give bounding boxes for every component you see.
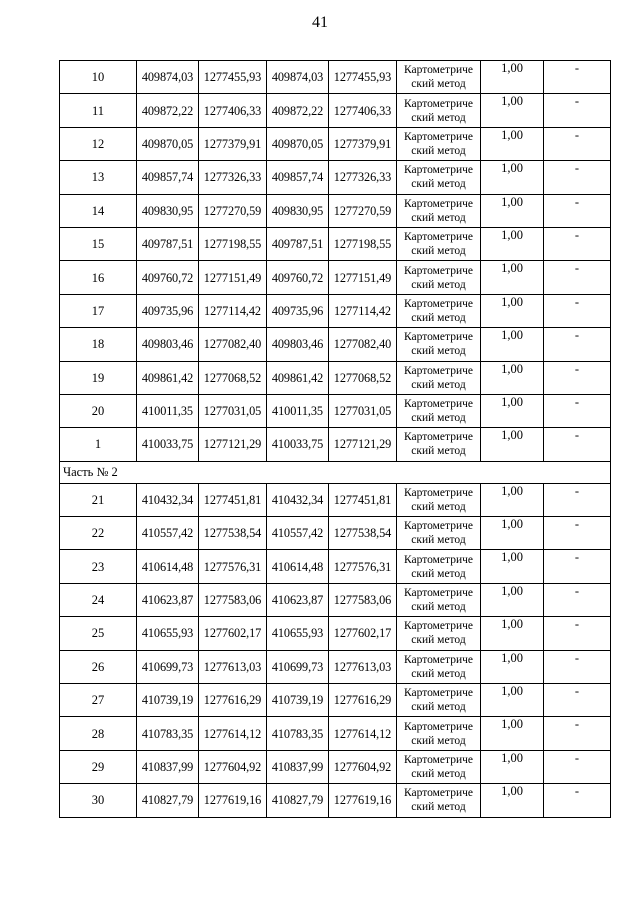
determination-method: Картометриче ский метод: [397, 394, 481, 427]
point-number: 18: [60, 328, 137, 361]
determination-method: Картометриче ский метод: [397, 127, 481, 160]
determination-method: Картометриче ский метод: [397, 550, 481, 583]
refined-x: 409872,22: [267, 94, 329, 127]
existing-x: 410783,35: [137, 717, 199, 750]
description-dash: -: [544, 684, 611, 717]
existing-x: 409735,96: [137, 294, 199, 327]
existing-y: 1277326,33: [199, 161, 267, 194]
existing-x: 410011,35: [137, 394, 199, 427]
determination-method: Картометриче ский метод: [397, 583, 481, 616]
accuracy-value: 1,00: [481, 684, 544, 717]
point-number: 13: [60, 161, 137, 194]
existing-y: 1277455,93: [199, 61, 267, 94]
existing-x: 410432,34: [137, 483, 199, 516]
description-dash: -: [544, 717, 611, 750]
determination-method: Картометриче ский метод: [397, 784, 481, 817]
existing-x: 409787,51: [137, 227, 199, 260]
refined-y: 1277151,49: [329, 261, 397, 294]
refined-x: 410699,73: [267, 650, 329, 683]
description-dash: -: [544, 94, 611, 127]
accuracy-value: 1,00: [481, 328, 544, 361]
existing-x: 409870,05: [137, 127, 199, 160]
description-dash: -: [544, 161, 611, 194]
refined-x: 410614,48: [267, 550, 329, 583]
point-number: 25: [60, 617, 137, 650]
refined-y: 1277082,40: [329, 328, 397, 361]
point-number: 11: [60, 94, 137, 127]
description-dash: -: [544, 261, 611, 294]
existing-y: 1277619,16: [199, 784, 267, 817]
table-row: [60, 483, 611, 516]
refined-x: 410033,75: [267, 428, 329, 461]
description-dash: -: [544, 194, 611, 227]
refined-x: 410011,35: [267, 394, 329, 427]
existing-x: 410033,75: [137, 428, 199, 461]
determination-method: Картометриче ский метод: [397, 161, 481, 194]
table-row: [60, 294, 611, 327]
accuracy-value: 1,00: [481, 161, 544, 194]
refined-y: 1277451,81: [329, 483, 397, 516]
existing-y: 1277451,81: [199, 483, 267, 516]
page-number: 41: [312, 14, 328, 31]
existing-y: 1277538,54: [199, 517, 267, 550]
determination-method: Картометриче ский метод: [397, 517, 481, 550]
accuracy-value: 1,00: [481, 750, 544, 783]
accuracy-value: 1,00: [481, 483, 544, 516]
existing-y: 1277270,59: [199, 194, 267, 227]
description-dash: -: [544, 394, 611, 427]
refined-y: 1277602,17: [329, 617, 397, 650]
accuracy-value: 1,00: [481, 550, 544, 583]
determination-method: Картометриче ский метод: [397, 684, 481, 717]
refined-y: 1277326,33: [329, 161, 397, 194]
point-number: 17: [60, 294, 137, 327]
existing-x: 409861,42: [137, 361, 199, 394]
refined-x: 409830,95: [267, 194, 329, 227]
accuracy-value: 1,00: [481, 394, 544, 427]
point-number: 19: [60, 361, 137, 394]
existing-y: 1277614,12: [199, 717, 267, 750]
refined-x: 410827,79: [267, 784, 329, 817]
refined-y: 1277583,06: [329, 583, 397, 616]
accuracy-value: 1,00: [481, 127, 544, 160]
accuracy-value: 1,00: [481, 94, 544, 127]
description-dash: -: [544, 550, 611, 583]
description-dash: -: [544, 328, 611, 361]
existing-x: 410655,93: [137, 617, 199, 650]
existing-x: 409803,46: [137, 328, 199, 361]
existing-y: 1277583,06: [199, 583, 267, 616]
table-row: [60, 361, 611, 394]
description-dash: -: [544, 361, 611, 394]
table-row: [60, 784, 611, 817]
existing-y: 1277198,55: [199, 227, 267, 260]
determination-method: Картометриче ский метод: [397, 328, 481, 361]
accuracy-value: 1,00: [481, 361, 544, 394]
point-number: 14: [60, 194, 137, 227]
existing-y: 1277082,40: [199, 328, 267, 361]
existing-x: 410623,87: [137, 583, 199, 616]
determination-method: Картометриче ский метод: [397, 61, 481, 94]
point-number: 16: [60, 261, 137, 294]
refined-x: 409857,74: [267, 161, 329, 194]
accuracy-value: 1,00: [481, 717, 544, 750]
accuracy-value: 1,00: [481, 194, 544, 227]
refined-x: 409870,05: [267, 127, 329, 160]
determination-method: Картометриче ский метод: [397, 617, 481, 650]
accuracy-value: 1,00: [481, 650, 544, 683]
point-number: 1: [60, 428, 137, 461]
existing-x: 410614,48: [137, 550, 199, 583]
refined-y: 1277614,12: [329, 717, 397, 750]
section-title: Часть № 2: [60, 461, 611, 483]
refined-x: 409803,46: [267, 328, 329, 361]
table-row: [60, 517, 611, 550]
existing-y: 1277379,91: [199, 127, 267, 160]
point-number: 12: [60, 127, 137, 160]
accuracy-value: 1,00: [481, 583, 544, 616]
point-number: 28: [60, 717, 137, 750]
point-number: 26: [60, 650, 137, 683]
existing-x: 409830,95: [137, 194, 199, 227]
point-number: 24: [60, 583, 137, 616]
accuracy-value: 1,00: [481, 784, 544, 817]
table-row: [60, 261, 611, 294]
accuracy-value: 1,00: [481, 294, 544, 327]
existing-x: 409760,72: [137, 261, 199, 294]
table-row: [60, 328, 611, 361]
description-dash: -: [544, 650, 611, 683]
refined-y: 1277455,93: [329, 61, 397, 94]
existing-x: 409857,74: [137, 161, 199, 194]
table-row: [60, 650, 611, 683]
table-row: [60, 194, 611, 227]
point-number: 10: [60, 61, 137, 94]
refined-x: 409735,96: [267, 294, 329, 327]
determination-method: Картометриче ский метод: [397, 717, 481, 750]
refined-y: 1277538,54: [329, 517, 397, 550]
table-row: [60, 61, 611, 94]
existing-x: 410837,99: [137, 750, 199, 783]
part-1-rows: [60, 61, 611, 462]
description-dash: -: [544, 61, 611, 94]
refined-x: 409787,51: [267, 227, 329, 260]
accuracy-value: 1,00: [481, 61, 544, 94]
section-header: [60, 461, 611, 483]
refined-x: 410837,99: [267, 750, 329, 783]
table-row: [60, 127, 611, 160]
table-row: [60, 227, 611, 260]
refined-y: 1277270,59: [329, 194, 397, 227]
description-dash: -: [544, 227, 611, 260]
determination-method: Картометриче ский метод: [397, 650, 481, 683]
section-row: [60, 461, 611, 483]
refined-y: 1277379,91: [329, 127, 397, 160]
existing-x: 409872,22: [137, 94, 199, 127]
refined-y: 1277114,42: [329, 294, 397, 327]
existing-y: 1277151,49: [199, 261, 267, 294]
existing-x: 410739,19: [137, 684, 199, 717]
existing-x: 410699,73: [137, 650, 199, 683]
accuracy-value: 1,00: [481, 428, 544, 461]
existing-y: 1277613,03: [199, 650, 267, 683]
existing-y: 1277604,92: [199, 750, 267, 783]
refined-y: 1277031,05: [329, 394, 397, 427]
accuracy-value: 1,00: [481, 517, 544, 550]
determination-method: Картометриче ский метод: [397, 94, 481, 127]
refined-x: 409760,72: [267, 261, 329, 294]
refined-y: 1277616,29: [329, 684, 397, 717]
accuracy-value: 1,00: [481, 261, 544, 294]
point-number: 15: [60, 227, 137, 260]
refined-x: 409874,03: [267, 61, 329, 94]
table-row: [60, 94, 611, 127]
determination-method: Картометриче ский метод: [397, 194, 481, 227]
description-dash: -: [544, 583, 611, 616]
description-dash: -: [544, 127, 611, 160]
existing-x: 410557,42: [137, 517, 199, 550]
table-row: [60, 583, 611, 616]
refined-y: 1277613,03: [329, 650, 397, 683]
refined-x: 410432,34: [267, 483, 329, 516]
coordinates-table: [59, 60, 611, 818]
existing-y: 1277031,05: [199, 394, 267, 427]
table-row: [60, 428, 611, 461]
refined-y: 1277406,33: [329, 94, 397, 127]
table-row: [60, 161, 611, 194]
existing-y: 1277602,17: [199, 617, 267, 650]
determination-method: Картометриче ский метод: [397, 361, 481, 394]
refined-x: 410623,87: [267, 583, 329, 616]
point-number: 20: [60, 394, 137, 427]
point-number: 23: [60, 550, 137, 583]
refined-y: 1277068,52: [329, 361, 397, 394]
determination-method: Картометриче ский метод: [397, 294, 481, 327]
existing-y: 1277616,29: [199, 684, 267, 717]
refined-y: 1277576,31: [329, 550, 397, 583]
point-number: 30: [60, 784, 137, 817]
description-dash: -: [544, 483, 611, 516]
refined-x: 410739,19: [267, 684, 329, 717]
table-row: [60, 394, 611, 427]
point-number: 27: [60, 684, 137, 717]
refined-x: 410783,35: [267, 717, 329, 750]
description-dash: -: [544, 784, 611, 817]
table-row: [60, 717, 611, 750]
refined-y: 1277198,55: [329, 227, 397, 260]
refined-x: 410655,93: [267, 617, 329, 650]
refined-y: 1277604,92: [329, 750, 397, 783]
point-number: 29: [60, 750, 137, 783]
refined-x: 410557,42: [267, 517, 329, 550]
description-dash: -: [544, 428, 611, 461]
existing-x: 409874,03: [137, 61, 199, 94]
determination-method: Картометриче ский метод: [397, 428, 481, 461]
determination-method: Картометриче ский метод: [397, 227, 481, 260]
table-row: [60, 750, 611, 783]
table-row: [60, 550, 611, 583]
existing-y: 1277121,29: [199, 428, 267, 461]
existing-y: 1277576,31: [199, 550, 267, 583]
determination-method: Картометриче ский метод: [397, 483, 481, 516]
table-row: [60, 617, 611, 650]
description-dash: -: [544, 294, 611, 327]
accuracy-value: 1,00: [481, 617, 544, 650]
existing-y: 1277068,52: [199, 361, 267, 394]
refined-y: 1277619,16: [329, 784, 397, 817]
point-number: 22: [60, 517, 137, 550]
accuracy-value: 1,00: [481, 227, 544, 260]
determination-method: Картометриче ский метод: [397, 750, 481, 783]
table-row: [60, 684, 611, 717]
refined-x: 409861,42: [267, 361, 329, 394]
description-dash: -: [544, 750, 611, 783]
refined-y: 1277121,29: [329, 428, 397, 461]
part-2-rows: [60, 483, 611, 817]
existing-y: 1277406,33: [199, 94, 267, 127]
determination-method: Картометриче ский метод: [397, 261, 481, 294]
existing-y: 1277114,42: [199, 294, 267, 327]
existing-x: 410827,79: [137, 784, 199, 817]
point-number: 21: [60, 483, 137, 516]
description-dash: -: [544, 617, 611, 650]
description-dash: -: [544, 517, 611, 550]
